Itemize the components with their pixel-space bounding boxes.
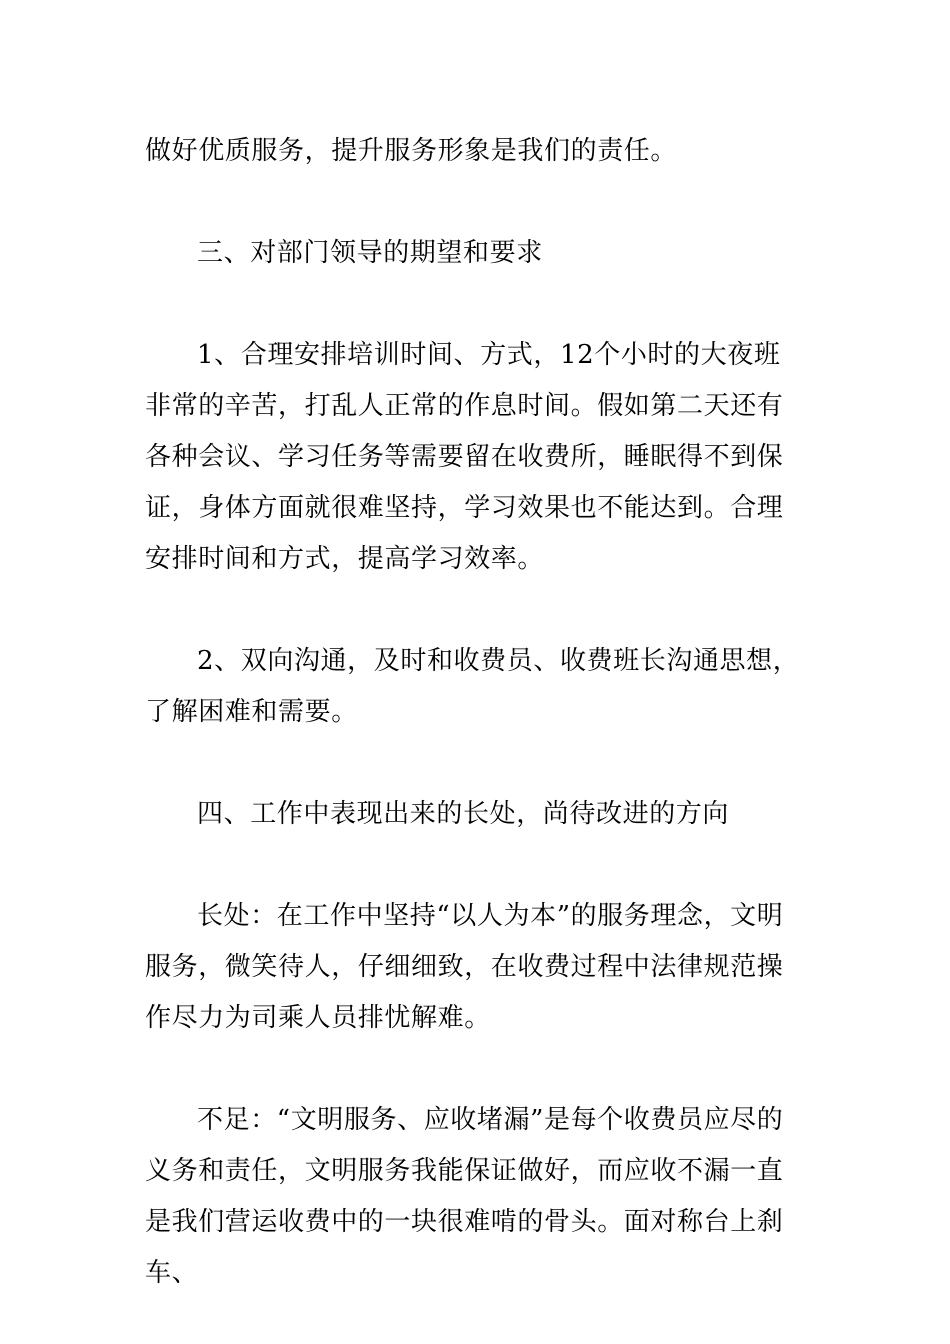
paragraph-item-2: 2、双向沟通，及时和收费员、收费班长沟通思想，了解困难和需要。	[145, 646, 800, 727]
paragraph-continuation: 做好优质服务，提升服务形象是我们的责任。	[145, 136, 678, 166]
paragraph-item-1: 1、合理安排培训时间、方式，12个小时的大夜班非常的辛苦，打乱人正常的作息时间。假如第二天还有各种会议、学习任务等需要留在收费所，睡眠得不到保证，身体方面就很难坚持，学习效果也不能达到。合理安排时间和方式，提高学习效率。	[145, 340, 784, 574]
section-heading-4: 四、工作中表现出来的长处，尚待改进的方向	[197, 799, 730, 829]
paragraph-weaknesses: 不足：“文明服务、应收堵漏”是每个收费员应尽的义务和责任，文明服务我能保证做好，而应收不漏一直是我们营运收费中的一块很难啃的骨头。面对称台上刹车、	[145, 1105, 784, 1288]
paragraph-strengths: 长处：在工作中坚持“以人为本”的服务理念，文明服务，微笑待人，仔细细致，在收费过程中法律规范操作尽力为司乘人员排忧解难。	[145, 901, 784, 1033]
document-body	[145, 126, 805, 1299]
section-heading-3: 三、对部门领导的期望和要求	[197, 238, 543, 268]
